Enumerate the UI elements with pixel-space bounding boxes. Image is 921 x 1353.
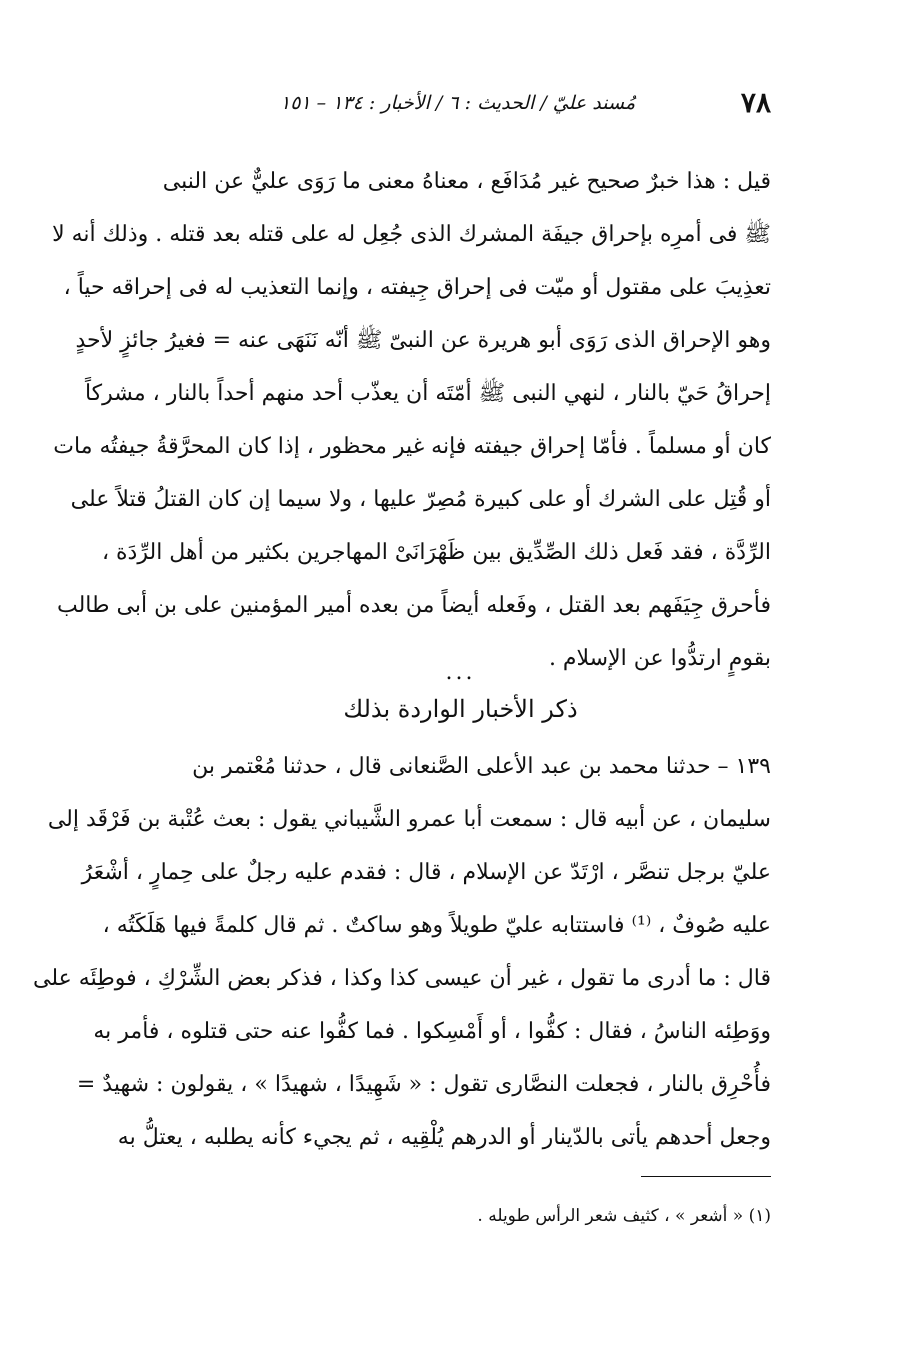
text-line: قال : ما أدرى ما تقول ، غير أن عيسى كذا وكذا ، فذكر بعض الشِّرْكِ ، فوطِئَه على [33, 966, 771, 991]
text-line: وهو الإحراق الذى رَوَى أبو هريرة عن النبىّ ﷺ أنّه نَنَهَى عنه = فغيرُ جائزٍ لأحدٍ [75, 328, 771, 353]
text-line: كان أو مسلماً . فأمّا إحراق جيفته فإنه غير محظور ، إذا كان المحرَّقةُ جيفتُه مات [53, 434, 771, 459]
section-heading: ذكر الأخبار الواردة بذلك [343, 695, 578, 723]
text-line: إحراقُ حَيّ بالنار ، لنهي النبى ﷺ أمّتَه أن يعذّب أحد منهم أحداً بالنار ، مشركاً [84, 381, 771, 406]
text-line: وجعل أحدهم يأتى بالدّينار أو الدرهم يُلْقِيه ، ثم يجيء كأنه يطلبه ، يعتلُّ به [117, 1125, 771, 1150]
paragraph-hadith-139 [33, 740, 771, 1164]
text-line: عليه صُوفٌ ، ⁽¹⁾ فاستتابه عليّ طويلاً وهو ساكتٌ . ثم قال كلمةً فيها هَلَكَتُه ، [102, 913, 771, 938]
page-header [120, 86, 771, 126]
footnote: (١) « أشعر » ، كثيف شعر الرأس طويله . [477, 1206, 771, 1226]
text-line: بقومٍ ارتدُّوا عن الإسلام . [548, 646, 771, 671]
text-line: أو قُتِل على الشرك أو على كبيرة مُصِرّ عليها ، ولا سيما إن كان القتلُ قتلاً على [70, 487, 771, 512]
text-line: سليمان ، عن أبيه قال : سمعت أبا عمرو الشَّيباني يقول : بعث عُتْبة بن فَرْقَد إلى [47, 807, 771, 832]
text-line: ﷺ فى أمرِه بإحراق جيفَة المشرك الذى جُعِل له على قتله بعد قتله . وذلك أنه لا [52, 222, 771, 247]
text-line: فأحرق جِيَفَهم بعد القتل ، وفَعله أيضاً من بعده أمير المؤمنين على بن أبى طالب [57, 593, 771, 618]
text-line: ١٣٩ – حدثنا محمد بن عبد الأعلى الصَّنعانى قال ، حدثنا مُعْتمر بن [192, 754, 771, 779]
text-line: عليّ برجل تنصَّر ، ارْتَدّ عن الإسلام ، قال : فقدم عليه رجلٌ على حِمارٍ ، أشْعَرُ [81, 860, 771, 885]
paragraph-commentary [52, 155, 771, 685]
section-separator: ... [445, 660, 476, 685]
text-line: الرِّدَّة ، فقد فَعل ذلك الصِّدِّيق بين ظَهْرَانَىْ المهاجرين بكثير من أهل الرِّدَة ، [101, 540, 771, 565]
page-number: ٧٨ [740, 86, 771, 119]
footnote-divider [641, 1176, 771, 1177]
text-line: فأُحْرِق بالنار ، فجعلت النصَّارى تقول : « شَهِيدًا ، شهيدًا » ، يقولون : شهيدٌ = [76, 1072, 771, 1097]
text-line: ووَطِئه الناسُ ، فقال : كفُّوا ، أو أَمْسِكوا . فما كفُّوا عنه حتى قتلوه ، فأمر به [93, 1019, 771, 1044]
running-head: مُسند عليّ / الحديث : ٦ / الأخبار : ١٣٤ – ١٥١ [280, 92, 636, 114]
text-line: تعذِيبَ على مقتول أو ميّت فى إحراق جِيفته ، وإنما التعذيب له فى إحراقه حياً ، [63, 275, 771, 300]
text-line: قيل : هذا خبرٌ صحيح غير مُدَافَع ، معناهُ معنى ما رَوَى عليٌّ عن النبى [162, 169, 771, 194]
